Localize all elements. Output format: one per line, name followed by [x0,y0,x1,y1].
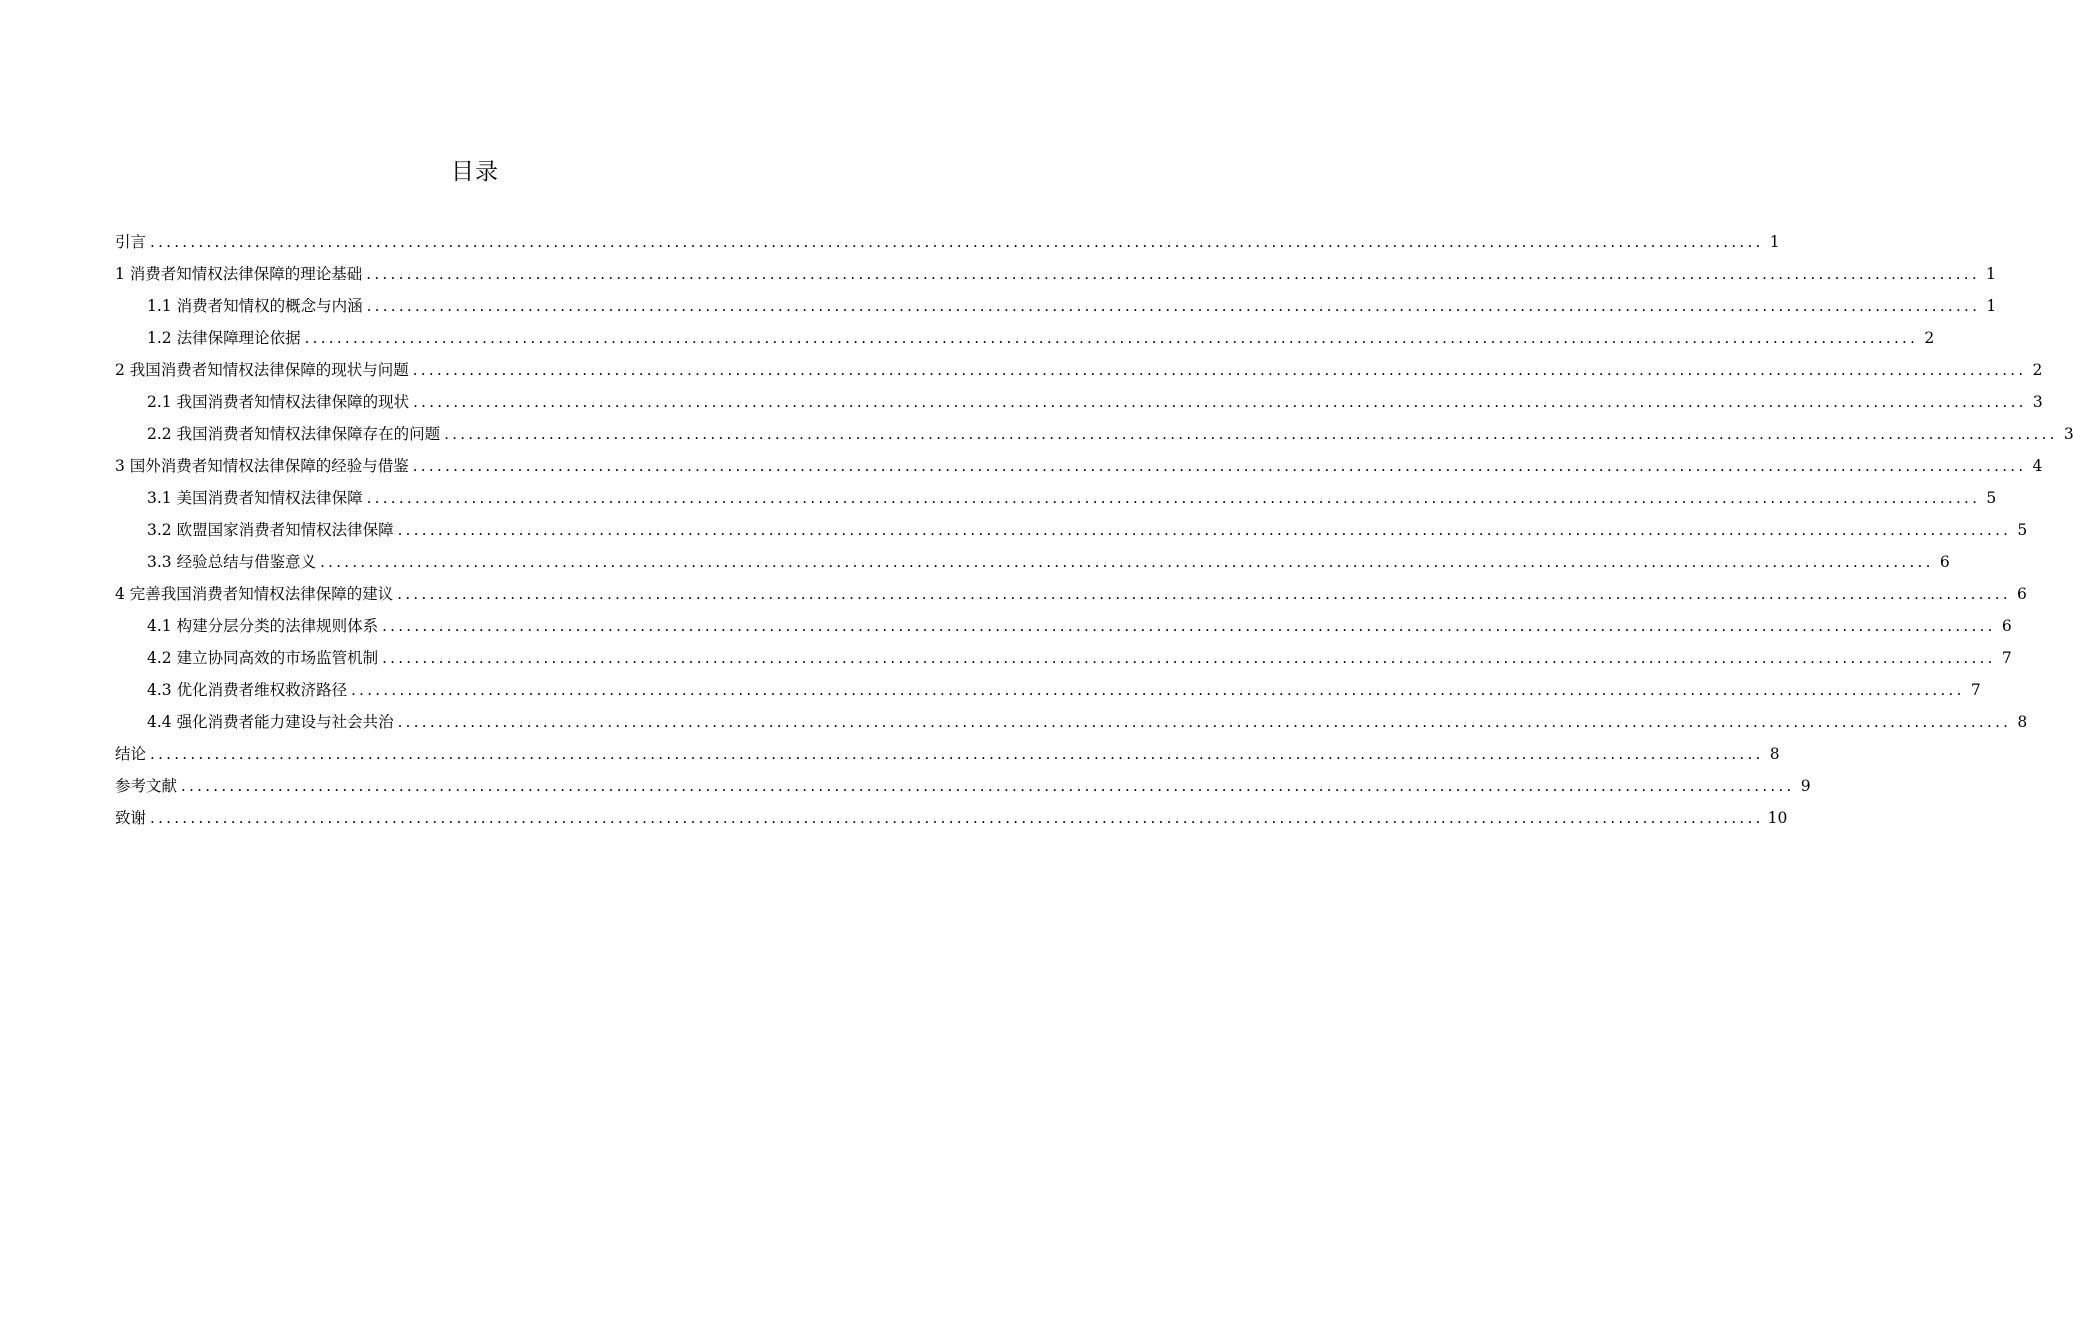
toc-entry[interactable] [115,514,2028,546]
toc-entry-label: 3.2 欧盟国家消费者知情权法律保障 [147,514,398,546]
toc-entry[interactable] [115,482,1997,514]
toc-entry-page-number: 3 [2032,393,2043,411]
toc-entry-page-number: 6 [1939,553,1950,571]
toc-entry[interactable] [115,642,2012,674]
toc-entry-label: 1 消费者知情权法律保障的理论基础 [115,258,366,290]
toc-entry-label: 2 我国消费者知情权法律保障的现状与问题 [115,354,413,386]
toc-entry-label: 2.1 我国消费者知情权法律保障的现状 [147,386,413,418]
toc-entry-page-number: 8 [1769,745,1780,763]
toc-leader-dots: ........................................................................................................................................................................................................ [382,617,1996,635]
toc-leader-dots: ........................................................................................................................................................................................................ [366,297,1981,315]
toc-entry-page-number: 1 [1986,265,1996,283]
toc-entry[interactable] [115,450,2043,482]
toc-entry-page-number: 5 [2017,521,2028,539]
toc-leader-dots: ........................................................................................................................................................................................................ [366,489,1981,507]
toc-entry[interactable] [115,354,2043,386]
toc-entry-page-number: 2 [1924,329,1935,347]
toc-entry-page-number: 5 [1986,489,1997,507]
toc-entry[interactable] [115,418,2074,450]
toc-entry-page-number: 10 [1767,809,1788,827]
toc-leader-dots: ........................................................................................................................................................................................................ [412,457,2027,475]
toc-entry[interactable] [115,322,1935,354]
toc-entry-page-number: 6 [2017,585,2027,603]
toc-entry-page-number: 7 [2001,649,2012,667]
toc-leader-dots: ........................................................................................................................................................................................................ [366,265,1980,283]
toc-entry[interactable] [115,290,1997,322]
toc-entry-label: 3.1 美国消费者知情权法律保障 [147,482,367,514]
toc-entry[interactable] [115,258,1996,290]
toc-leader-dots: ........................................................................................................................................................................................................ [397,585,2011,603]
toc-leader-dots: ........................................................................................................................................................................................................ [320,553,1934,571]
toc-entry[interactable] [115,546,1950,578]
toc-entry-page-number: 3 [2063,425,2074,443]
toc-leader-dots: ........................................................................................................................................................................................................ [413,393,2027,411]
toc-entry-page-number: 2 [2032,361,2043,379]
toc-leader-dots: ........................................................................................................................................................................................................ [382,649,1996,667]
toc-entry[interactable] [115,802,1788,834]
toc-entry[interactable] [115,674,1981,706]
toc-entry-label: 4.4 强化消费者能力建设与社会共治 [147,706,398,738]
toc-leader-dots: ........................................................................................................................................................................................................ [150,809,1764,827]
toc-entry-label: 引言 [115,226,150,258]
toc-entry-label: 3.3 经验总结与借鉴意义 [147,546,320,578]
toc-entry-page-number: 6 [2001,617,2012,635]
toc-entry-page-number: 9 [1800,777,1811,795]
page-title: 目录 [451,159,499,185]
toc-entry[interactable] [115,386,2043,418]
toc-entry-label: 2.2 我国消费者知情权法律保障存在的问题 [147,418,444,450]
toc-leader-dots: ........................................................................................................................................................................................................ [412,361,2027,379]
toc-entry[interactable] [115,226,1780,258]
toc-leader-dots: ........................................................................................................................................................................................................ [304,329,1919,347]
toc-leader-dots: ........................................................................................................................................................................................................ [397,713,2012,731]
toc-entry-label: 4 完善我国消费者知情权法律保障的建议 [115,578,397,610]
toc-entry-page-number: 1 [1986,297,1997,315]
toc-entry-label: 1.1 消费者知情权的概念与内涵 [147,290,367,322]
toc-entry-page-number: 8 [2017,713,2028,731]
toc-entry-label: 致谢 [115,802,150,834]
toc-entry[interactable] [115,578,2027,610]
toc-entry[interactable] [115,738,1780,770]
toc-entry-page-number: 1 [1769,233,1780,251]
toc-entry[interactable] [115,706,2028,738]
toc-leader-dots: ........................................................................................................................................................................................................ [444,425,2058,443]
toc-entry-label: 4.3 优化消费者维权救济路径 [147,674,351,706]
toc-entry-label: 3 国外消费者知情权法律保障的经验与借鉴 [115,450,413,482]
toc-entry-page-number: 7 [1970,681,1981,699]
toc-entry-label: 1.2 法律保障理论依据 [147,322,305,354]
table-of-contents [115,226,2074,834]
toc-leader-dots: ........................................................................................................................................................................................................ [351,681,1965,699]
toc-entry-label: 4.1 构建分层分类的法律规则体系 [147,610,382,642]
toc-leader-dots: ........................................................................................................................................................................................................ [150,233,1764,251]
toc-entry-page-number: 4 [2032,457,2043,475]
toc-leader-dots: ........................................................................................................................................................................................................ [181,777,1795,795]
toc-entry-label: 4.2 建立协同高效的市场监管机制 [147,642,382,674]
toc-entry-label: 参考文献 [115,770,181,802]
toc-entry[interactable] [115,770,1811,802]
toc-entry-label: 结论 [115,738,150,770]
toc-entry[interactable] [115,610,2012,642]
toc-leader-dots: ........................................................................................................................................................................................................ [150,745,1764,763]
toc-leader-dots: ........................................................................................................................................................................................................ [397,521,2012,539]
